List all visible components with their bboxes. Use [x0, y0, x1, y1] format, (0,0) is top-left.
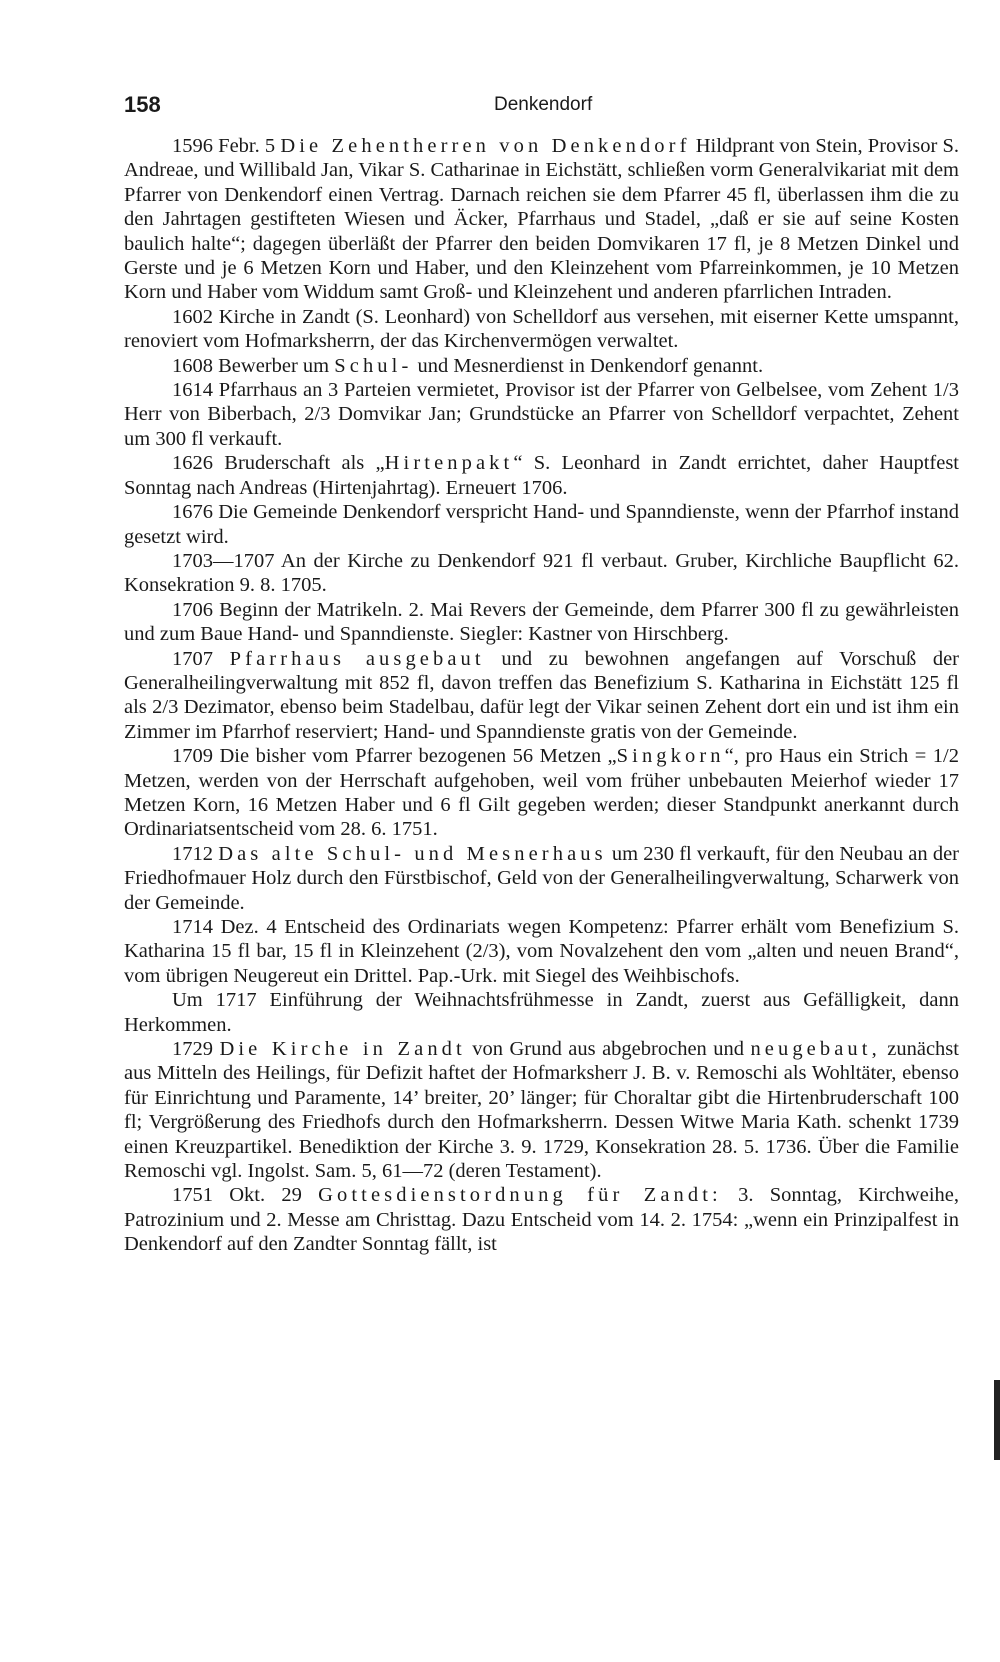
entry-1751: 1751 Okt. 29 Gottesdienstordnung für Zandt: 3. Sonntag, Kirchweihe, Patrozinium und 2. Messe am Christtag. Dazu Entscheid vom 14. 2. 1754: „wenn ein Prinzipalfest in Denkendorf auf den Zandter Sonntag fällt, ist [124, 1184, 959, 1256]
entry-1626: 1626 Bruderschaft als „Hirtenpakt“ S. Leonhard in Zandt errichtet, daher Hauptfest Sonntag nach Andreas (Hirtenjahrtag). Erneuert 1706. [124, 452, 959, 499]
entry-1714: 1714 Dez. 4 Entscheid des Ordinariats wegen Kompetenz: Pfarrer erhält vom Benefizium S. Katharina 15 fl bar, 15 fl in Kleinzehent (2/3), vom Novalzehent den vom „alten und neuen Brand“, vom übrigen Neugereut ein Drittel. Pap.-Urk. mit Siegel des Weihbischofs. [124, 916, 959, 987]
page-number: 158 [124, 92, 161, 117]
entry-1614: 1614 Pfarrhaus an 3 Parteien vermietet, Provisor ist der Pfarrer von Gelbelsee, vom Zehent 1/3 Herr von Biberbach, 2/3 Domvikar Jan; Grundstücke an Pfarrer von Schelldorf verpachtet, Zehent um 300 fl verkauft. [124, 379, 959, 450]
entry-1703: 1703—1707 An der Kirche zu Denkendorf 921 fl verbaut. Gruber, Kirchliche Baupflicht 62. Konsekration 9. 8. 1705. [124, 549, 959, 597]
entry-1706: 1706 Beginn der Matrikeln. 2. Mai Revers der Gemeinde, dem Pfarrer 300 fl zu gewährleisten und zum Baue Hand- und Spanndienste. Siegler: Kastner von Hirschberg. [124, 598, 959, 646]
entry-1712: 1712 Das alte Schul- und Mesnerhaus um 230 fl verkauft, für den Neubau an der Friedhofmauer Holz durch den Fürstbischof, Geld von der Generalheilingverwaltung, Scharwerk von der Gemeinde. [124, 842, 960, 914]
entry-1717: Um 1717 Einführung der Weihnachtsfrühmesse in Zandt, zuerst aus Gefälligkeit, dann Herkommen. [124, 989, 959, 1036]
entry-1709: 1709 Die bisher vom Pfarrer bezogenen 56 Metzen „Singkorn“, pro Haus ein Strich = 1/2 Metzen, werden von der Herrschaft aufgehoben, weil vom früher unbebauten Meierhof wieder 17 Metzen Korn, 16 Metzen Haber und 6 fl Gilt gegeben werden; dieser Standpunkt anerkannt durch Ordinariatsentscheid vom 28. 6. 1751. [124, 745, 960, 841]
entry-1729: 1729 Die Kirche in Zandt von Grund aus abgebrochen und neugebaut, zunächst aus Mitteln des Heilings, für Defizit haftet der Hofmarksherr J. B. v. Remoschi als Wohltäter, ebenso für Einrichtung und Paramente, 14’ breiter, 20’ länger; für Choraltar gibt die Hirtenbruderschaft 100 fl; Vergrößerung des Friedhofs durch den Hofmarksherrn. Dessen Witwe Maria Kath. schenkt 1739 einen Kreuzpartikel. Benediktion der Kirche 3. 9. 1729, Konsekration 28. 5. 1736. Über die Familie Remoschi vgl. Ingolst. Sam. 5, 61—72 (deren Testament). [124, 1038, 959, 1183]
entry-1596: 1596 Febr. 5 Die Zehentherren von Denkendorf Hildprant von Stein, Provisor S. Andreae, und Willibald Jan, Vikar S. Catharinae in Eichstätt, schließen vorm Generalvikariat mit dem Pfarrer von Denkendorf einen Vertrag. Darnach reichen sie dem Pfarrer 45 fl, überlassen ihm die zu den Jahrtagen gestifteten Wiesen und Äcker, Pfarrhaus und Stadel, „daß er sie auf seine Kosten baulich halte“; dagegen überläßt der Pfarrer den beiden Domvikaren 17 fl, je 8 Metzen Dinkel und Gerste und je 6 Metzen Korn und Haber, und den Kleinzehent vom Pfarreinkommen, je 10 Metzen Korn und Haber vom Widdum samt Groß- und Kleinzehent und anderen pfarrlichen Intraden. [124, 135, 959, 304]
entry-1608: 1608 Bewerber um Schul- und Mesnerdienst in Denkendorf genannt. [172, 354, 764, 377]
running-head: Denkendorf [494, 94, 593, 115]
page-header [124, 92, 959, 122]
entry-1676: 1676 Die Gemeinde Denkendorf verspricht Hand- und Spanndienste, wenn der Pfarrhof instand gesetzt wird. [124, 501, 959, 548]
scan-edge-shadow [994, 1380, 1000, 1460]
body-text [124, 134, 959, 1257]
entry-1602: 1602 Kirche in Zandt (S. Leonhard) von Schelldorf aus versehen, mit eiserner Kette umspannt, renoviert vom Hofmarksherrn, der das Kirchenvermögen verwaltet. [124, 305, 959, 353]
entry-1707: 1707 Pfarrhaus ausgebaut und zu bewohnen angefangen auf Vorschuß der Generalheilingverwaltung mit 852 fl, davon treffen das Benefizium S. Katharina in Eichstätt 125 fl als 2/3 Dezimator, ebenso beim Stadelbau, dafür legt der Vikar seinen Zehent dort ein und ist ihm ein Zimmer im Pfarrhof reserviert; Hand- und Spanndienste gratis von der Gemeinde. [124, 647, 959, 743]
